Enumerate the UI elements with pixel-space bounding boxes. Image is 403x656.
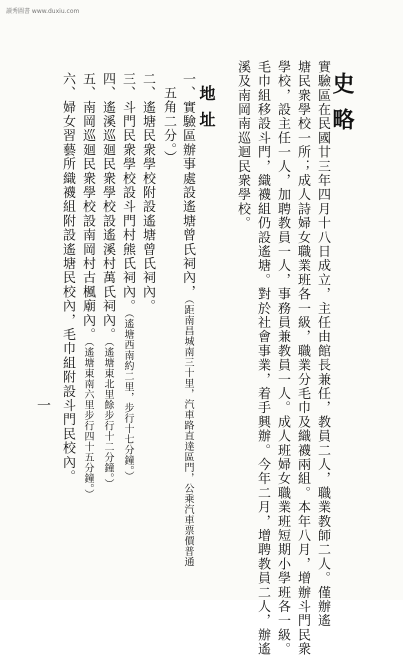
history-line-3: 學校，設主任一人，加聘教員一人，事務員兼教員一人。成人班婦女職業班短期小學班各一級。	[275, 60, 290, 656]
address-item-1	[181, 72, 194, 567]
address-item-1-cont: 五角二分。）	[161, 86, 176, 165]
address-item-4-note: （遙塘東北里餘步行十二分鐘。）	[102, 341, 113, 490]
address-item-1-text: 一、實驗區辦事處設遙塘曾氏祠內，	[180, 72, 195, 300]
watermark: 讀秀圖書 www.duxiu.com	[6, 8, 80, 15]
history-line-2: 塘民衆學校一所；成人詩婦女職業班各一級，職業分毛巾及織襪兩組。本年八月，增辦斗門民衆	[295, 60, 310, 656]
address-item-5-note: （遙塘東南六里步行四十五分鐘。）	[82, 341, 93, 500]
address-title: 地址	[197, 85, 216, 137]
address-item-3	[121, 72, 134, 482]
address-item-3-text: 三、斗門民衆學校設斗門村熊氏祠內。	[120, 72, 135, 314]
history-line-4: 毛巾組移設斗門，織襪組仍設遙塘。對於社會事業，着手興辦。今年二月，增聘教員二人，辦遙	[255, 60, 270, 656]
address-item-4	[101, 72, 114, 489]
history-title: 史略	[329, 72, 355, 144]
history-line-5: 溪及南岡南巡迴民衆學校。	[235, 60, 250, 231]
address-item-6: 六、婦女習藝所織襪組附設遙塘民校內，毛巾組附設斗門民校內。	[60, 72, 75, 484]
address-item-3-note: （遙塘西南約二里，步行十七分鐘。）	[122, 313, 133, 482]
address-item-5-text: 五、南岡巡廻民衆學校設南岡村古楓廟內。	[80, 72, 95, 342]
address-item-2: 二、遙塘民衆學校附設遙塘曾氏祠內。	[140, 72, 155, 314]
history-line-1: 實驗區在民國廿三年四月十八日成立，主任由館長兼任，教員二人，職業教師二人。僅辦遙	[315, 60, 330, 628]
page-marker: 一	[35, 398, 51, 414]
address-item-5	[81, 72, 94, 500]
address-item-4-text: 四、遙溪巡廻民衆學校設遙溪村萬氏祠內。	[100, 72, 115, 342]
address-item-1-note: （距南昌城南三十里，汽車路直達區門，公乘汽車票價普通	[182, 299, 193, 568]
